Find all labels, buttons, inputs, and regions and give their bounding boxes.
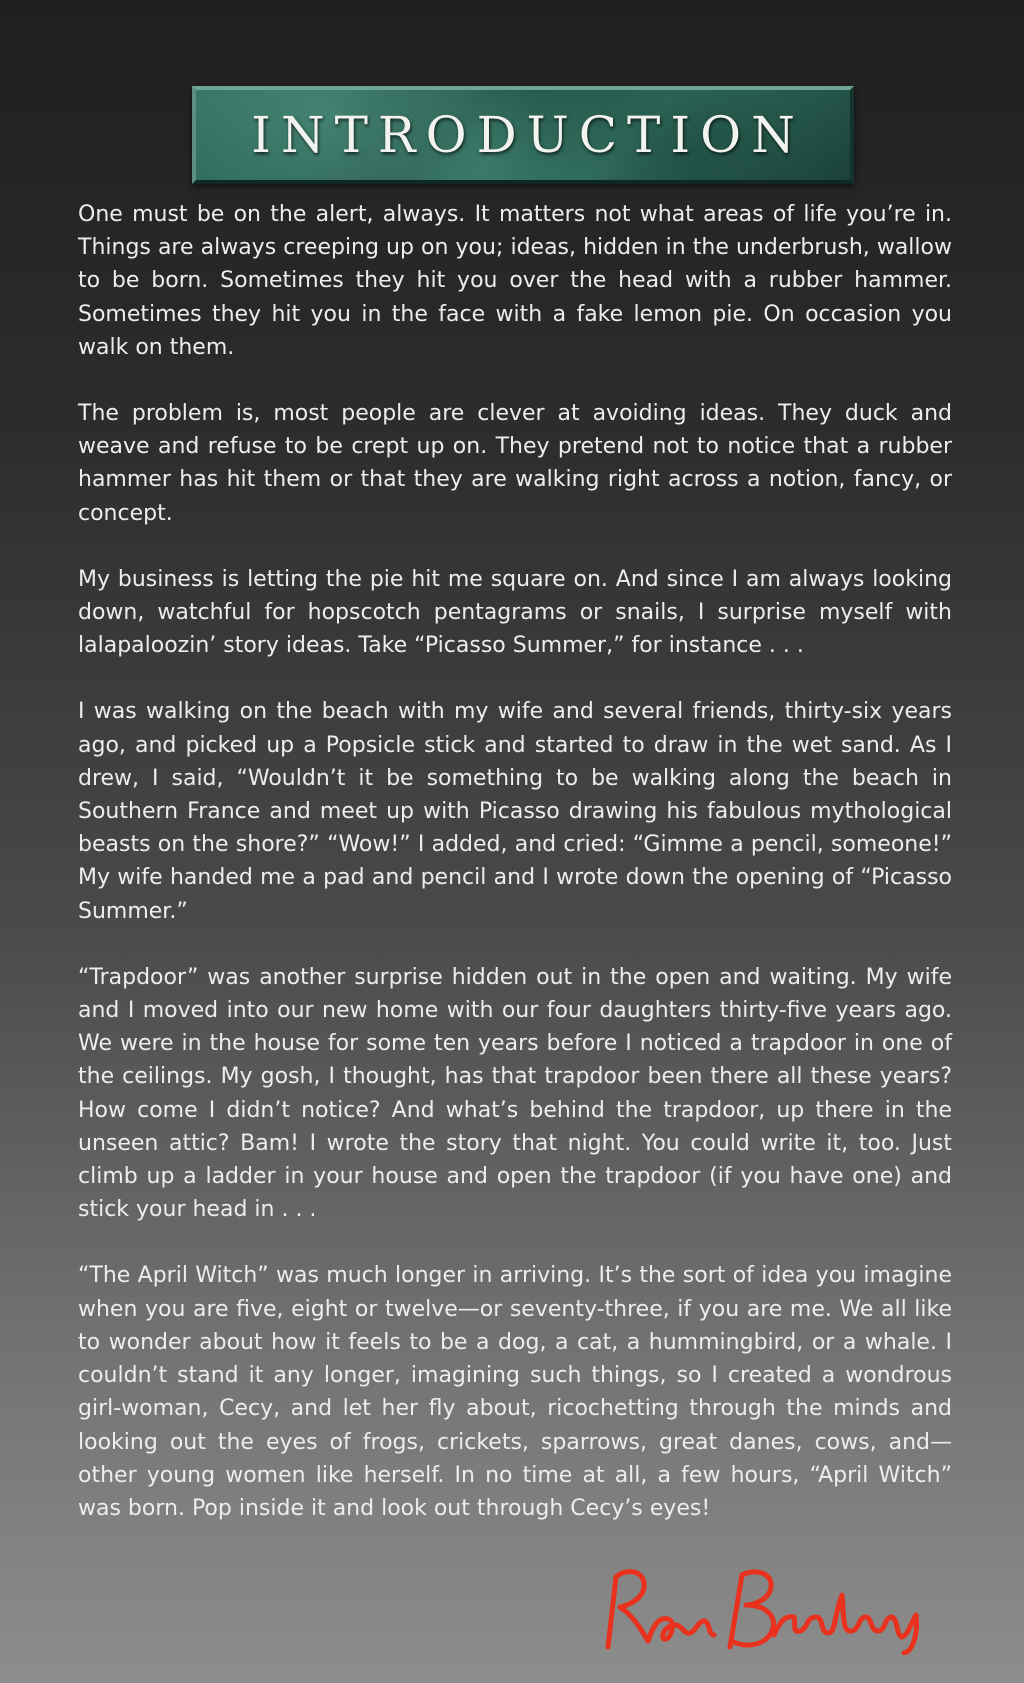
paragraph-2: The problem is, most people are clever at avoiding ideas. They duck and weave and refuse to be crept up on. They pretend not to notice that a rubber hammer has hit them or that they are walking right across a notion, fancy, or concept. [78, 401, 952, 526]
paragraph-4: I was walking on the beach with my wife and several friends, thirty-six years ago, and picked up a Popsicle stick and started to draw in the wet sand. As I drew, I said, “Wouldn’t it be something to be walking along the beach in Southern France and meet up with Picasso drawing his fabulous mythological beasts on the shore?” “Wow!” I added, and cried: “Gimme a pencil, someone!” My wife handed me a pad and pencil and I wrote down the opening of “Picasso Summer.” [78, 699, 952, 924]
paragraph-5: “Trapdoor” was another surprise hidden out in the open and waiting. My wife and I moved into our new home with our four daughters thirty-five years ago. We were in the house for some ten years before I noticed a trapdoor in one of the ceilings. My gosh, I thought, has that trapdoor been there all these years? How come I didn’t notice? And what’s behind the trapdoor, up there in the unseen attic? Bam! I wrote the story that night. You could write it, too. Just climb up a ladder in your house and open the trapdoor (if you have one) and stick your head in . . . [78, 964, 952, 1223]
paragraph-6: “The April Witch” was much longer in arriving. It’s the sort of idea you imagine when you are five, eight or twelve—or seventy-three, if you are me. We all like to wonder about how it feels to be a dog, a cat, a hummingbird, or a whale. I couldn’t stand it any longer, imagining such things, so I created a wondrous girl-woman, Cecy, and let her fly about, ricochetting through the minds and looking out the eyes of frogs, crickets, sparrows, great danes, cows, and—other young women like herself. In no time at all, a few hours, “April Witch” was born. Pop inside it and look out through Cecy’s eyes! [78, 1263, 952, 1521]
title-plaque [192, 86, 854, 184]
paragraph-3: My business is letting the pie hit me square on. And since I am always looking down, watchful for hopscotch pentagrams or snails, I surprise myself with lalapaloozin’ story ideas. Take “Picasso Summer,” for instance . . . [78, 566, 952, 659]
introduction-body [78, 198, 952, 1558]
paragraph-1: One must be on the alert, always. It matters not what areas of life you’re in. Things are always creeping up on you; ideas, hidden in the underbrush, wallow to be born. Sometimes they hit you over the head with a rubber hammer. Sometimes they hit you in the face with a fake lemon pie. On occasion you walk on them. [78, 202, 952, 360]
author-signature [590, 1555, 930, 1655]
page-title: INTRODUCTION [251, 106, 805, 164]
